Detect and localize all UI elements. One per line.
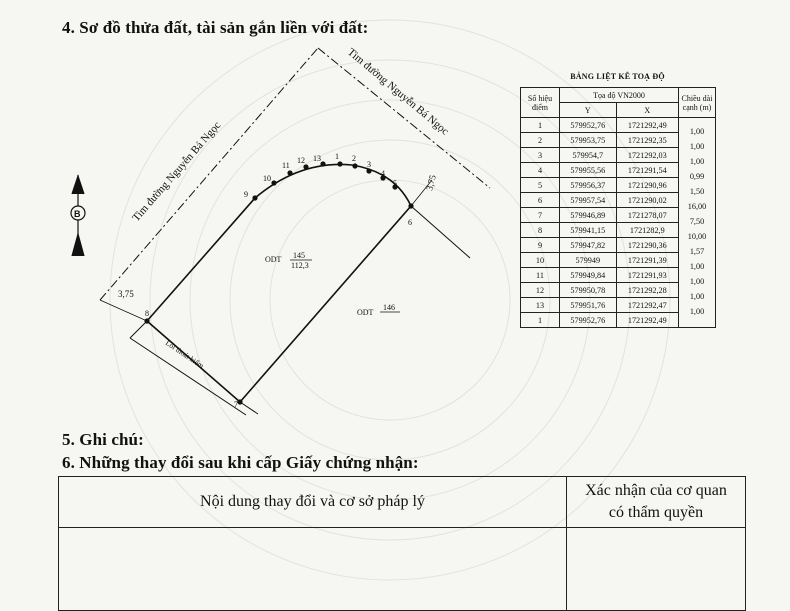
edge-length-cell: 1,00 xyxy=(679,260,716,275)
vertex-9 xyxy=(252,195,257,200)
header-coord: Tọa độ VN2000 xyxy=(560,88,679,103)
vertex-1 xyxy=(337,161,342,166)
coord-cell-id: 3 xyxy=(521,148,560,163)
edge-length-cell: 1,50 xyxy=(679,185,716,200)
coord-cell-y: 579950,78 xyxy=(560,283,617,298)
coord-cell-x: 1721292,35 xyxy=(616,133,678,148)
section-5-heading: 5. Ghi chú: xyxy=(62,430,144,449)
parcel-area-label: 112,3 xyxy=(291,261,309,270)
section-4-heading: 4. Sơ đồ thửa đất, tài sản gắn liền với đất: xyxy=(62,18,369,37)
vertex-label-5: 5 xyxy=(393,179,397,188)
changes-confirmation-cell xyxy=(567,528,746,611)
coord-cell-id: 4 xyxy=(521,163,560,178)
header-y: Y xyxy=(560,103,617,118)
vertex-label-13: 13 xyxy=(313,154,321,163)
coord-cell-x: 1721291,54 xyxy=(616,163,678,178)
offset-line-left xyxy=(100,300,147,321)
vertex-2 xyxy=(352,163,357,168)
edge-length-cell: 16,00 xyxy=(679,200,716,215)
coord-cell-y: 579953,75 xyxy=(560,133,617,148)
coord-cell-y: 579949,84 xyxy=(560,268,617,283)
vertex-8 xyxy=(144,318,149,323)
coord-cell-y: 579949 xyxy=(560,253,617,268)
coord-cell-x: 1721290,36 xyxy=(616,238,678,253)
section-6-heading: 6. Những thay đổi sau khi cấp Giấy chứng nhận: xyxy=(62,453,419,472)
vertex-label-2: 2 xyxy=(352,154,356,163)
road-label-right: Tim đường Nguyễn Bá Ngọc xyxy=(345,46,451,138)
vertex-6 xyxy=(408,203,413,208)
edge-length-cell: 1,00 xyxy=(679,155,716,170)
neighbor-boundary xyxy=(411,206,470,258)
coord-cell-id: 8 xyxy=(521,223,560,238)
coord-cell-x: 1721291,39 xyxy=(616,253,678,268)
coord-cell-id: 7 xyxy=(521,208,560,223)
coord-cell-id: 2 xyxy=(521,133,560,148)
vertex-label-1: 1 xyxy=(335,152,339,161)
neighbor-number-label: 146 xyxy=(383,303,395,312)
edge-length-cell: 1,00 xyxy=(679,290,716,305)
coord-cell-id: 1 xyxy=(521,313,560,328)
coord-cell-id: 12 xyxy=(521,283,560,298)
coord-cell-id: 13 xyxy=(521,298,560,313)
parcel-number-label: 145 xyxy=(293,251,305,260)
coord-cell-x: 1721292,03 xyxy=(616,148,678,163)
vertex-label-9: 9 xyxy=(244,190,248,199)
vertex-12 xyxy=(303,164,308,169)
edge-length-cell: 1,00 xyxy=(679,275,716,290)
coord-cell-y: 579955,56 xyxy=(560,163,617,178)
coord-cell-x: 1721282,9 xyxy=(616,223,678,238)
coordinate-table xyxy=(520,87,716,328)
coord-cell-id: 9 xyxy=(521,238,560,253)
coord-cell-x: 1721292,49 xyxy=(616,118,678,133)
road-centerline-right xyxy=(318,48,490,188)
header-point: Số hiệu điểm xyxy=(521,88,560,118)
confirmation-header-line2: có thẩm quyền xyxy=(608,504,704,521)
coord-cell-y: 579954,7 xyxy=(560,148,617,163)
changes-confirmation-header xyxy=(567,477,746,528)
changes-content-cell xyxy=(59,528,567,611)
coord-cell-id: 11 xyxy=(521,268,560,283)
edge-length-cell: 1,57 xyxy=(679,245,716,260)
vertex-7 xyxy=(237,399,242,404)
road-label-left: Tim đường Nguyễn Bá Ngọc xyxy=(130,119,224,224)
coord-cell-y: 579952,76 xyxy=(560,118,617,133)
changes-content-header: Nội dung thay đổi và cơ sở pháp lý xyxy=(59,477,567,528)
vertex-label-4: 4 xyxy=(381,169,385,178)
edge-length-cell: 0,99 xyxy=(679,170,716,185)
vertex-label-8: 8 xyxy=(145,309,149,318)
coord-cell-y: 579946,89 xyxy=(560,208,617,223)
coord-cell-x: 1721290,02 xyxy=(616,193,678,208)
coord-cell-id: 6 xyxy=(521,193,560,208)
confirmation-header-line1: Xác nhận của cơ quan xyxy=(585,482,727,499)
extension-line-8 xyxy=(130,321,147,338)
alley-line xyxy=(130,338,246,415)
edge-length-cell: 7,50 xyxy=(679,215,716,230)
road-centerline-left xyxy=(100,48,318,300)
coord-cell-y: 579956,37 xyxy=(560,178,617,193)
coord-cell-x: 1721292,28 xyxy=(616,283,678,298)
vertex-label-10: 10 xyxy=(263,174,271,183)
header-length: Chiều dài cạnh (m) xyxy=(679,88,716,118)
coord-cell-id: 10 xyxy=(521,253,560,268)
parcel-type-label: ODT xyxy=(265,255,282,264)
vertex-10 xyxy=(271,180,276,185)
vertex-label-12: 12 xyxy=(297,156,305,165)
coord-cell-x: 1721292,47 xyxy=(616,298,678,313)
parcel-diagram xyxy=(0,40,515,430)
coord-cell-y: 579951,76 xyxy=(560,298,617,313)
vertex-11 xyxy=(287,170,292,175)
neighbor-type-label: ODT xyxy=(357,308,374,317)
coord-cell-y: 579957,54 xyxy=(560,193,617,208)
coord-cell-y: 579952,76 xyxy=(560,313,617,328)
vertex-label-3: 3 xyxy=(367,160,371,169)
north-letter: B xyxy=(74,209,81,219)
coord-cell-id: 5 xyxy=(521,178,560,193)
coordinate-table-title: BẢNG LIỆT KÊ TOẠ ĐỘ xyxy=(570,72,665,81)
edge-length-cell: 10,00 xyxy=(679,230,716,245)
offset-label-left: 3,75 xyxy=(118,289,134,299)
edge-length-cell: 1,00 xyxy=(679,305,716,320)
extension-line-7 xyxy=(240,402,258,414)
vertex-13 xyxy=(320,161,325,166)
coord-cell-x: 1721278,07 xyxy=(616,208,678,223)
alley-label: Lối thoát hiểm xyxy=(163,338,206,371)
vertex-label-11: 11 xyxy=(282,161,290,170)
offset-label-right: 3,75 xyxy=(424,173,438,192)
edge-length-cell: 1,00 xyxy=(679,125,716,140)
coord-cell-y: 579941,15 xyxy=(560,223,617,238)
coord-cell-x: 1721291,93 xyxy=(616,268,678,283)
coord-cell-y: 579947,82 xyxy=(560,238,617,253)
table-row xyxy=(521,118,716,133)
coord-cell-id: 1 xyxy=(521,118,560,133)
vertex-3 xyxy=(366,168,371,173)
vertex-label-6: 6 xyxy=(408,218,412,227)
vertex-label-7: 7 xyxy=(234,400,238,409)
header-x: X xyxy=(616,103,678,118)
edge-length-cell: 1,00 xyxy=(679,140,716,155)
coord-cell-x: 1721292,49 xyxy=(616,313,678,328)
coord-cell-x: 1721290,96 xyxy=(616,178,678,193)
